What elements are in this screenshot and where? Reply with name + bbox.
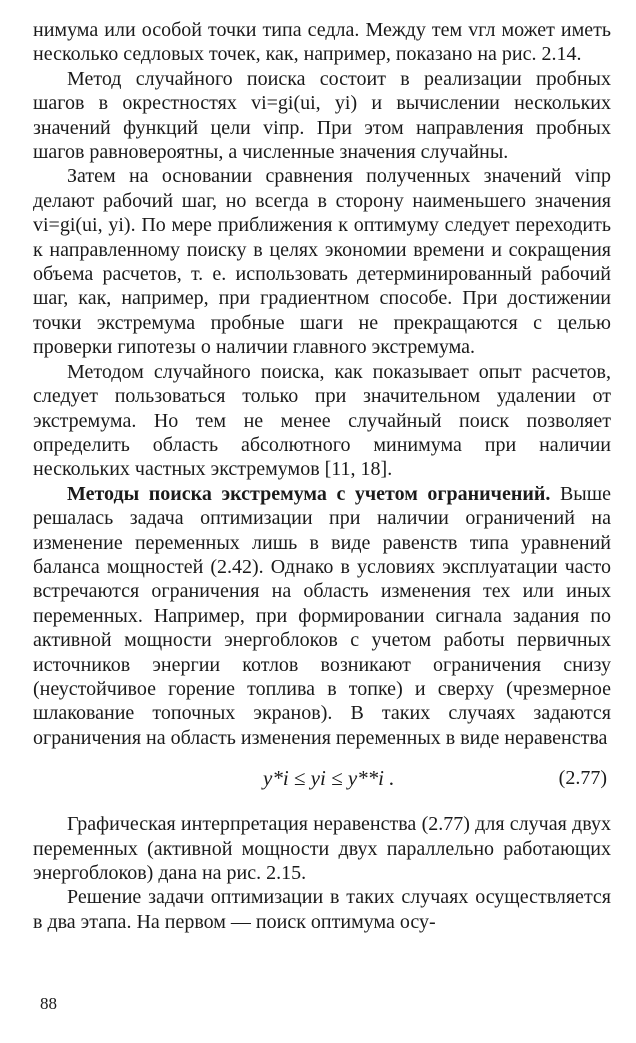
equation-2-77 — [33, 756, 611, 804]
paragraph-2: Метод случайного поиска состоит в реализации пробных шагов в окрестностях vi=gi(ui, yi) и вычислении нескольких значений функций цели viпр. При этом направления пробных шагов равновероятны, а численные значения случайны. — [33, 67, 611, 164]
paragraph-3: Затем на основании сравнения полученных значений viпр делают рабочий шаг, но всегда в сторону наименьшего значения vi=gi(ui, yi). По мере приближения к оптимуму следует переходить к направленному поиску в целях экономии времени и сокращения объема расчетов, т. е. использовать детерминированный рабочий шаг, как, например, при градиентном способе. При достижении точки экстремума пробные шаги не прекращаются с целью проверки гипотезы о наличии главного экстремума. — [33, 165, 611, 359]
equation-formula: y*i ≤ yi ≤ y**i . — [263, 766, 395, 791]
paragraph-7: Решение задачи оптимизации в таких случаях осуществляется в два этапа. На первом — поиск оптимума осу- — [33, 886, 611, 933]
body-text — [33, 18, 611, 934]
paragraph-1: нимума или особой точки типа седла. Между тем vгл может иметь несколько седловых точек, как, например, показано на рис. 2.14. — [33, 19, 611, 66]
paragraph-6: Графическая интерпретация неравенства (2.77) для случая двух переменных (активной мощности двух параллельно работающих энергоблоков) дана на рис. 2.15. — [33, 813, 611, 884]
page-number: 88 — [40, 994, 57, 1013]
paragraph-5 — [33, 482, 611, 750]
paragraph-5-text: Выше решалась задача оптимизации при наличии ограничений на изменение переменных лишь в виде равенств типа уравнений баланса мощностей (2.42). Однако в условиях эксплуатации часто встречаются ограничения на область изменения тех или иных переменных. Например, при формировании сигнала задания по активной мощности энергоблоков с учетом работы первичных источников энергии котлов возникают ограничения снизу (неустойчивое горение топлива в топке) и сверху (чрезмерное шлакование топочных экранов). В таких случаях задаются ограничения на область изменения переменных в виде неравенства — [33, 482, 611, 749]
paragraph-4: Методом случайного поиска, как показывает опыт расчетов, следует пользоваться только при значительном удалении от экстремума. Но тем не менее случайный поиск позволяет определить область абсолютного минимума при наличии нескольких частных экстремумов [11, 18]. — [33, 360, 611, 481]
section-heading: Методы поиска экстремума с учетом ограничений. — [67, 482, 551, 505]
equation-number: (2.77) — [558, 767, 607, 790]
